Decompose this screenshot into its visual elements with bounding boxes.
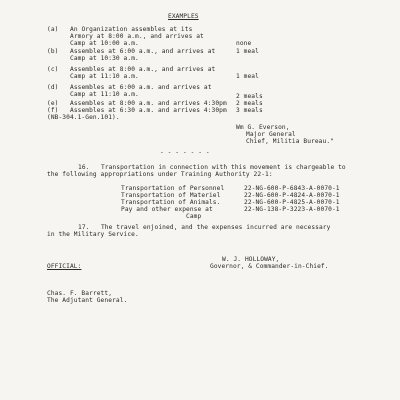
example-label: (f) (47, 107, 59, 114)
example-text: Camp at 10:00 a.m. (70, 40, 139, 47)
example-meals: 2 meals (236, 93, 263, 100)
appropriation-code: 22-NG-138-P-3223-A-0070-1 (244, 206, 340, 213)
example-label: (c) (47, 66, 59, 73)
example-meals: 3 meals (236, 107, 263, 114)
example-meals: none (236, 40, 252, 47)
example-meals: 1 meal (236, 48, 259, 55)
examples-heading: EXAMPLES (168, 13, 199, 20)
appropriation-item: Transportation of Animals. (121, 199, 221, 206)
example-text: Camp at 11:10 a.m. (70, 91, 139, 98)
appropriation-code: 22-NG-600-P-4825-A-0070-1 (244, 199, 340, 206)
example-label: (a) (47, 26, 59, 33)
adjutant-title: The Adjutant General. (47, 297, 128, 304)
paragraph-16: the following appropriations under Training Authority 22-1: (47, 171, 273, 178)
official-label: OFFICIAL: (47, 263, 82, 270)
appropriation-item: Transportation of Materiel (121, 192, 221, 199)
example-label: (e) (47, 100, 59, 107)
paragraph-17: in the Military Service. (47, 231, 139, 238)
appropriation-code: 22-NG-600-P-6843-A-0070-1 (244, 185, 340, 192)
example-meals: 2 meals (236, 100, 263, 107)
signer-rank: Major General (246, 131, 296, 138)
appropriation-code: 22-NG-600-P-4824-A-0070-1 (244, 192, 340, 199)
example-label: (d) (47, 84, 59, 91)
adjutant-name: Chas. F. Barrett, (47, 290, 113, 297)
paragraph-16: 16. Transportation in connection with this movement is chargeable to (78, 164, 346, 171)
example-text: Assembles at 6:30 a.m. and arrives 4:30pm (70, 107, 227, 114)
appropriation-item: Camp (186, 213, 202, 220)
example-text: Assembles at 6:00 a.m. and arrives at (70, 84, 212, 91)
signer-title: Chief, Militia Bureau." (246, 138, 334, 145)
example-text: Armory at 8:00 a.m., and arrives at (70, 33, 204, 40)
governor-name: W. J. HOLLOWAY, (222, 256, 280, 263)
example-text: An Organization assembles at its (70, 26, 193, 33)
example-text: Assembles at 8:00 a.m. and arrives 4:30pm (70, 100, 227, 107)
example-text: Assembles at 8:00 a.m., and arrives at (70, 66, 216, 73)
example-meals: 1 meal (236, 73, 259, 80)
example-text: Assembles at 6:00 a.m., and arrives at (70, 48, 216, 55)
governor-title: Governor, & Commander-in-Chief. (210, 263, 329, 270)
example-text: Camp at 11:10 a.m. (70, 73, 139, 80)
example-text: Camp at 10:30 a.m. (70, 55, 139, 62)
appropriation-item: Transportation of Personnel (121, 185, 225, 192)
reference-code: (NB-304.1-Gen.101). (47, 114, 120, 121)
example-label: (b) (47, 48, 59, 55)
section-separator: - - - - - - - (160, 149, 210, 156)
paragraph-17: 17. The travel enjoined, and the expenses incurred are necessary (78, 224, 331, 231)
signer-name: Wm G. Everson, (236, 124, 290, 131)
appropriation-item: Pay and other expense at (121, 206, 213, 213)
